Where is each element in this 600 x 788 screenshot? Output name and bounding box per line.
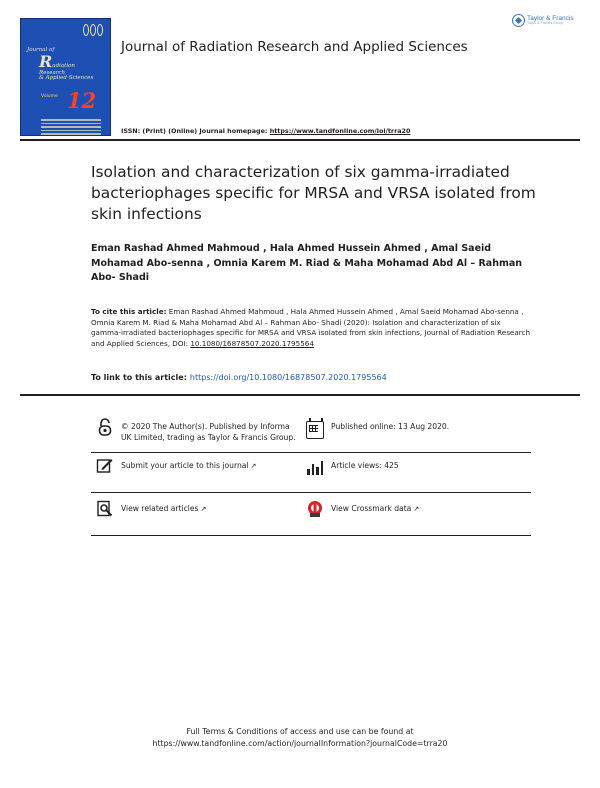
calendar-icon: [306, 421, 324, 439]
related-articles-link[interactable]: [96, 500, 301, 518]
footer-line1: Full Terms & Conditions of access and use can be found at: [186, 727, 414, 736]
grid-divider-1: [91, 452, 531, 453]
open-access-lock-icon: [96, 418, 114, 436]
published-info: [306, 418, 526, 436]
taylor-francis-logo-icon: [512, 14, 525, 27]
related-label: View related articles: [121, 504, 199, 513]
journal-homepage-link[interactable]: https://www.tandfonline.com/loi/trra20: [269, 127, 411, 135]
issn-line: [121, 127, 410, 135]
grid-divider-3: [91, 535, 531, 536]
link-label: To link to this article:: [91, 373, 187, 382]
article-views-count: Article views: 425: [331, 461, 399, 470]
publisher-name: Taylor & Francis: [527, 15, 574, 22]
submit-label: Submit your article to this journal: [121, 461, 249, 470]
terms-footer: [0, 726, 600, 750]
issn-text: ISSN: (Print) (Online) Journal homepage:: [121, 127, 270, 135]
publisher-tagline: Taylor & Francis Group: [527, 21, 563, 26]
article-link-line: [91, 373, 387, 382]
related-articles-icon: [96, 500, 114, 518]
publisher-logo[interactable]: [512, 14, 574, 27]
crossmark-label: View Crossmark data: [331, 504, 412, 513]
cover-emblem-icon: [80, 24, 106, 38]
submit-article-link[interactable]: [96, 457, 301, 475]
open-access-info: [96, 418, 301, 443]
article-doi-link[interactable]: https://doi.org/10.1080/16878507.2020.1795564: [189, 373, 387, 382]
cite-doi-link[interactable]: 10.1080/16878507.2020.1795564: [190, 338, 314, 348]
cite-label: To cite this article:: [91, 307, 167, 316]
info-divider: [20, 394, 580, 396]
bar-chart-icon: [306, 457, 324, 475]
external-link-icon: ↗: [413, 505, 420, 513]
crossmark-icon: [306, 500, 324, 518]
cover-text-lines: [41, 119, 101, 136]
article-authors: Eman Rashad Ahmed Mahmoud , Hala Ahmed Hussein Ahmed , Amal Saeid Mohamad Abo-senna , Omnia Karem M. Riad & Maha Mohamad Abd Al – Rahman Abo- Shadi: [91, 243, 523, 283]
cover-title-line2: adiation: [52, 62, 75, 69]
edit-pencil-icon: [96, 457, 114, 475]
cover-title: [27, 48, 109, 82]
grid-divider-2: [91, 492, 531, 493]
footer-terms-link[interactable]: https://www.tandfonline.com/action/journalInformation?journalCode=trra20: [152, 739, 448, 748]
cite-text: Eman Rashad Ahmed Mahmoud , Hala Ahmed Hussein Ahmed , Amal Saeid Mohamad Abo-senna , Omnia Karem M. Riad & Maha Mohamad Abd Al – Rahman Abo- Shadi (2020): Isolation and characterization of six gamma-irradiated bacteriophages specific for MRSA and VRSA isolated from skin infections, Journal of Radiation Research and Applied Sciences, DOI:: [91, 307, 531, 348]
article-title: Isolation and characterization of six gamma-irradiated bacteriophages specific for MRSA and VRSA isolated from skin infections: [91, 163, 536, 223]
cover-title-initial: R: [39, 51, 53, 71]
external-link-icon: ↗: [250, 462, 257, 470]
cover-volume-number: 12: [67, 88, 97, 113]
cover-title-line3: Research: [39, 69, 66, 76]
journal-name: Journal of Radiation Research and Applied Sciences: [121, 39, 468, 55]
cover-title-line1: Journal of: [27, 47, 55, 53]
copyright-text: © 2020 The Author(s). Published by Informa UK Limited, trading as Taylor & Francis Group.: [121, 422, 296, 442]
journal-cover: [20, 18, 111, 136]
cover-title-line4: & Applied Sciences: [39, 75, 94, 82]
external-link-icon: ↗: [200, 505, 207, 513]
crossmark-link[interactable]: [306, 500, 526, 518]
citation-block: [91, 307, 531, 349]
article-views: [306, 457, 526, 475]
header-divider: [20, 139, 580, 141]
published-date: Published online: 13 Aug 2020.: [331, 422, 450, 431]
cover-volume-label: Volume: [41, 94, 58, 99]
